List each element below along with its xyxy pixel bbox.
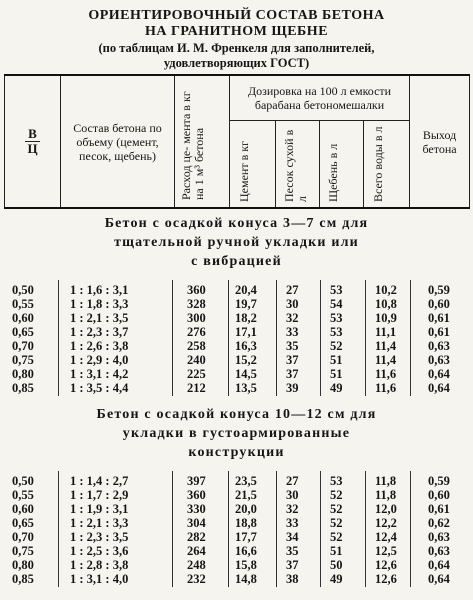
cell-cement-use: 397 xyxy=(187,474,206,488)
cell-output: 0,59 xyxy=(428,474,450,488)
header-gravel xyxy=(320,120,364,208)
cell-water-l: 11,4 xyxy=(375,353,397,367)
cell-output: 0,60 xyxy=(428,297,450,311)
cell-cement-use: 330 xyxy=(187,502,206,516)
cell-cement-kg: 21,5 xyxy=(235,488,257,502)
cell-sand-l: 37 xyxy=(286,367,299,381)
header-sand xyxy=(276,120,320,208)
cell-gravel-l: 53 xyxy=(330,311,343,325)
header-dosage: Дозировка на 100 л емкости барабана бетономешалки xyxy=(230,75,410,120)
cell-water-l: 10,2 xyxy=(375,283,397,297)
cell-cement-use: 248 xyxy=(187,558,206,572)
header-cement-use xyxy=(175,75,230,208)
cell-sand-l: 30 xyxy=(286,297,299,311)
cell-cement-use: 264 xyxy=(187,544,206,558)
document-title xyxy=(0,8,473,40)
cell-gravel-l: 53 xyxy=(330,325,343,339)
cell-cement-use: 282 xyxy=(187,530,206,544)
table-row xyxy=(0,381,473,395)
section-2-line-1: Бетон с осадкой конуса 10—12 см для xyxy=(96,407,377,422)
table-row xyxy=(0,516,473,530)
cell-wc-ratio: 0,65 xyxy=(12,516,34,530)
cell-wc-ratio: 0,80 xyxy=(12,367,34,381)
section-1-line-1: Бетон с осадкой конуса 3—7 см для xyxy=(104,216,369,231)
cell-gravel-l: 51 xyxy=(330,367,343,381)
cell-output: 0,63 xyxy=(428,544,450,558)
cell-water-l: 10,8 xyxy=(375,297,397,311)
cell-mix-ratio: 1 : 2,1 : 3,5 xyxy=(70,311,129,325)
table-header xyxy=(4,74,470,209)
header-output: Выход бетона xyxy=(410,75,470,208)
cell-sand-l: 38 xyxy=(286,572,299,586)
cell-mix-ratio: 1 : 3,1 : 4,0 xyxy=(70,572,129,586)
cell-gravel-l: 52 xyxy=(330,488,343,502)
cell-wc-ratio: 0,55 xyxy=(12,297,34,311)
table-row xyxy=(0,474,473,488)
cell-cement-kg: 20,4 xyxy=(235,283,257,297)
cell-sand-l: 34 xyxy=(286,530,299,544)
cell-cement-kg: 23,5 xyxy=(235,474,257,488)
cell-wc-ratio: 0,75 xyxy=(12,353,34,367)
cell-water-l: 12,4 xyxy=(375,530,397,544)
cell-gravel-l: 53 xyxy=(330,283,343,297)
header-cement-text: Цемент в кг xyxy=(236,141,251,203)
section-heading-2 xyxy=(0,405,473,462)
cell-gravel-l: 52 xyxy=(330,530,343,544)
cell-cement-use: 300 xyxy=(187,311,206,325)
cell-mix-ratio: 1 : 3,5 : 4,4 xyxy=(70,381,129,395)
cell-output: 0,64 xyxy=(428,558,450,572)
cell-wc-ratio: 0,70 xyxy=(12,339,34,353)
cell-water-l: 11,1 xyxy=(375,325,397,339)
table-row xyxy=(0,558,473,572)
title-line-2: НА ГРАНИТНОМ ЩЕБНЕ xyxy=(144,24,329,39)
cell-cement-kg: 16,3 xyxy=(235,339,257,353)
cell-output: 0,63 xyxy=(428,530,450,544)
cell-sand-l: 27 xyxy=(286,283,299,297)
section-2-line-3: конструкции xyxy=(188,445,285,460)
table-row xyxy=(0,367,473,381)
cell-gravel-l: 50 xyxy=(330,558,343,572)
cell-sand-l: 35 xyxy=(286,339,299,353)
cell-water-l: 12,6 xyxy=(375,558,397,572)
cell-water-l: 11,6 xyxy=(375,367,397,381)
cell-wc-ratio: 0,60 xyxy=(12,502,34,516)
header-cement xyxy=(230,120,276,208)
table-row xyxy=(0,311,473,325)
cell-mix-ratio: 1 : 2,6 : 3,8 xyxy=(70,339,129,353)
section-1-line-3: с вибрацией xyxy=(191,254,282,269)
cell-gravel-l: 52 xyxy=(330,502,343,516)
section-2-line-2: укладки в густоармированные xyxy=(122,426,351,441)
header-sand-text: Песок сухой в л xyxy=(281,130,309,203)
cell-output: 0,61 xyxy=(428,311,450,325)
cell-mix-ratio: 1 : 3,1 : 4,2 xyxy=(70,367,129,381)
table-row xyxy=(0,502,473,516)
cell-cement-use: 360 xyxy=(187,488,206,502)
table-row xyxy=(0,544,473,558)
cell-gravel-l: 51 xyxy=(330,544,343,558)
header-c: Ц xyxy=(27,141,38,156)
cell-water-l: 12,0 xyxy=(375,502,397,516)
title-line-1: ОРИЕНТИРОВОЧНЫЙ СОСТАВ БЕТОНА xyxy=(88,8,385,23)
header-water-text: Всего воды в л xyxy=(370,126,385,203)
cell-gravel-l: 49 xyxy=(330,572,343,586)
cell-mix-ratio: 1 : 1,6 : 3,1 xyxy=(70,283,129,297)
cell-sand-l: 35 xyxy=(286,544,299,558)
cell-mix-ratio: 1 : 2,9 : 4,0 xyxy=(70,353,129,367)
cell-mix-ratio: 1 : 2,3 : 3,7 xyxy=(70,325,129,339)
cell-wc-ratio: 0,75 xyxy=(12,544,34,558)
cell-water-l: 11,4 xyxy=(375,339,397,353)
cell-sand-l: 37 xyxy=(286,353,299,367)
cell-wc-ratio: 0,55 xyxy=(12,488,34,502)
vc-fraction xyxy=(25,127,39,156)
cell-cement-use: 360 xyxy=(187,283,206,297)
table-row xyxy=(0,297,473,311)
cell-sand-l: 30 xyxy=(286,488,299,502)
cell-water-l: 11,8 xyxy=(375,488,397,502)
cell-water-l: 12,6 xyxy=(375,572,397,586)
cell-cement-kg: 19,7 xyxy=(235,297,257,311)
cell-wc-ratio: 0,70 xyxy=(12,530,34,544)
header-water xyxy=(364,120,410,208)
cell-output: 0,61 xyxy=(428,502,450,516)
cell-output: 0,64 xyxy=(428,381,450,395)
cell-cement-kg: 18,8 xyxy=(235,516,257,530)
cell-cement-kg: 17,1 xyxy=(235,325,257,339)
cell-cement-use: 304 xyxy=(187,516,206,530)
header-gravel-text: Щебень в л xyxy=(325,143,340,203)
cell-cement-kg: 14,8 xyxy=(235,572,257,586)
cell-mix-ratio: 1 : 2,8 : 3,8 xyxy=(70,558,129,572)
table-row xyxy=(0,530,473,544)
cell-cement-use: 225 xyxy=(187,367,206,381)
cell-sand-l: 33 xyxy=(286,516,299,530)
cell-water-l: 10,9 xyxy=(375,311,397,325)
cell-mix-ratio: 1 : 1,4 : 2,7 xyxy=(70,474,129,488)
cell-output: 0,60 xyxy=(428,488,450,502)
cell-output: 0,64 xyxy=(428,572,450,586)
cell-sand-l: 32 xyxy=(286,502,299,516)
cell-mix-ratio: 1 : 1,7 : 2,9 xyxy=(70,488,129,502)
cell-gravel-l: 51 xyxy=(330,353,343,367)
cell-wc-ratio: 0,85 xyxy=(12,572,34,586)
table-row xyxy=(0,572,473,586)
cell-water-l: 12,5 xyxy=(375,544,397,558)
cell-sand-l: 33 xyxy=(286,325,299,339)
table-body-1 xyxy=(0,283,473,395)
cell-water-l: 11,6 xyxy=(375,381,397,395)
cell-cement-use: 258 xyxy=(187,339,206,353)
cell-mix-ratio: 1 : 1,8 : 3,3 xyxy=(70,297,129,311)
table-row xyxy=(0,339,473,353)
cell-mix-ratio: 1 : 1,9 : 3,1 xyxy=(70,502,129,516)
cell-output: 0,63 xyxy=(428,353,450,367)
cell-gravel-l: 52 xyxy=(330,516,343,530)
section-heading-1 xyxy=(0,214,473,271)
cell-output: 0,61 xyxy=(428,325,450,339)
cell-mix-ratio: 1 : 2,3 : 3,5 xyxy=(70,530,129,544)
cell-output: 0,59 xyxy=(428,283,450,297)
cell-cement-use: 328 xyxy=(187,297,206,311)
cell-wc-ratio: 0,80 xyxy=(12,558,34,572)
table-row xyxy=(0,353,473,367)
cell-mix-ratio: 1 : 2,5 : 3,6 xyxy=(70,544,129,558)
header-composition: Состав бетона по объему (цемент, песок, щебень) xyxy=(61,75,175,208)
cell-wc-ratio: 0,65 xyxy=(12,325,34,339)
cell-cement-kg: 20,0 xyxy=(235,502,257,516)
cell-cement-kg: 14,5 xyxy=(235,367,257,381)
table-row xyxy=(0,283,473,297)
header-cement-use-text: Расход це- мента в кг на 1 м³ бетона xyxy=(179,91,206,200)
cell-wc-ratio: 0,50 xyxy=(12,283,34,297)
cell-gravel-l: 49 xyxy=(330,381,343,395)
cell-cement-use: 240 xyxy=(187,353,206,367)
cell-wc-ratio: 0,85 xyxy=(12,381,34,395)
subtitle-line-1: (по таблицам И. М. Френкеля для заполнителей, xyxy=(98,41,375,55)
cell-cement-use: 212 xyxy=(187,381,206,395)
cell-sand-l: 39 xyxy=(286,381,299,395)
table-body-2 xyxy=(0,474,473,586)
cell-water-l: 11,8 xyxy=(375,474,397,488)
subtitle-line-2: удовлетворяющих ГОСТ) xyxy=(163,56,310,70)
cell-sand-l: 32 xyxy=(286,311,299,325)
cell-cement-kg: 15,2 xyxy=(235,353,257,367)
header-vc xyxy=(5,75,61,208)
cell-cement-kg: 18,2 xyxy=(235,311,257,325)
cell-cement-use: 232 xyxy=(187,572,206,586)
cell-cement-kg: 16,6 xyxy=(235,544,257,558)
table-row xyxy=(0,488,473,502)
cell-cement-kg: 13,5 xyxy=(235,381,257,395)
cell-sand-l: 37 xyxy=(286,558,299,572)
table-row xyxy=(0,325,473,339)
header-v: В xyxy=(25,127,39,142)
cell-gravel-l: 54 xyxy=(330,297,343,311)
cell-mix-ratio: 1 : 2,1 : 3,3 xyxy=(70,516,129,530)
cell-wc-ratio: 0,60 xyxy=(12,311,34,325)
cell-cement-kg: 15,8 xyxy=(235,558,257,572)
document-subtitle xyxy=(0,41,473,71)
section-1-line-2: тщательной ручной укладки или xyxy=(114,235,359,250)
cell-gravel-l: 52 xyxy=(330,339,343,353)
cell-output: 0,62 xyxy=(428,516,450,530)
cell-output: 0,64 xyxy=(428,367,450,381)
cell-wc-ratio: 0,50 xyxy=(12,474,34,488)
cell-gravel-l: 53 xyxy=(330,474,343,488)
cell-water-l: 12,2 xyxy=(375,516,397,530)
cell-cement-kg: 17,7 xyxy=(235,530,257,544)
cell-sand-l: 27 xyxy=(286,474,299,488)
cell-cement-use: 276 xyxy=(187,325,206,339)
cell-output: 0,63 xyxy=(428,339,450,353)
